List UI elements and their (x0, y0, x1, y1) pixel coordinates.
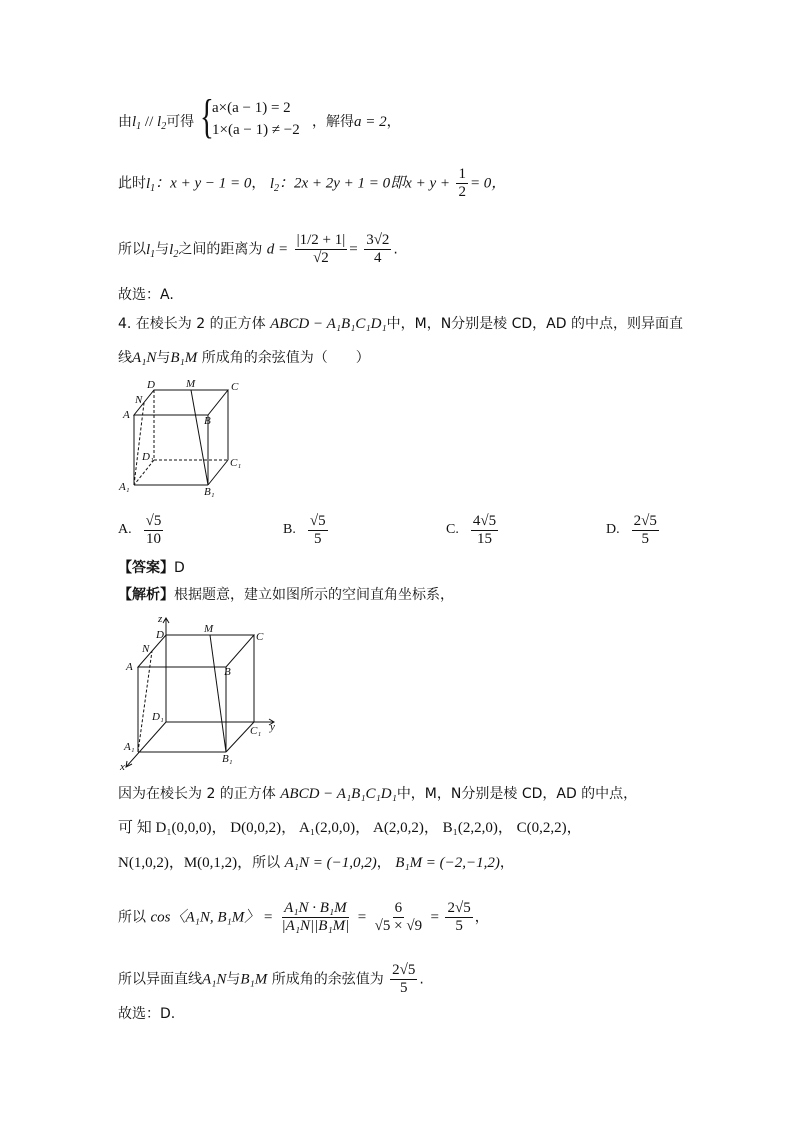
label-c: C (256, 631, 264, 643)
coords-nm: N(1,0,2)，M(0,1,2)， (118, 855, 253, 871)
cube-name: ABCD − A₁B₁C₁D₁ (270, 316, 387, 332)
text-suoyi: 所以 (118, 909, 146, 926)
l2-symbol: $l_2$ (169, 241, 179, 260)
period: . (419, 971, 424, 988)
q4-text: 线 (118, 350, 132, 366)
label-d: D (147, 379, 155, 391)
option-label: A. (118, 522, 132, 537)
para-text: 所以异面直线 (118, 971, 202, 988)
label-z: z (158, 613, 163, 625)
q4-text: 与 (156, 350, 171, 366)
option-label: B. (283, 522, 296, 537)
para-coordinates (118, 818, 582, 838)
q4-text: 中，M，N分别是棱 CD，AD 的中点，则异面直 (386, 316, 683, 332)
label-x: x (120, 761, 125, 772)
q4-text: 所成角的余弦值为（ ） (201, 350, 370, 366)
label-n: N (135, 394, 143, 406)
frac-num: 4√5 (472, 512, 497, 529)
system-brace: { (200, 90, 214, 143)
coordinate-cube-figure (114, 612, 284, 772)
result-a: a = 2 (354, 114, 387, 130)
option-value (144, 513, 164, 548)
comma: ， (499, 855, 514, 871)
q4-text: 4. 在棱长为 2 的正方体 (118, 316, 266, 332)
option-b[interactable] (283, 510, 330, 550)
frac-den: √2 (313, 250, 329, 266)
label-b1: B₁ (204, 486, 215, 498)
para-cosine (118, 900, 489, 935)
label-c: C (231, 381, 239, 393)
para-conclusion (118, 962, 424, 997)
frac-num: 2√5 (447, 900, 471, 916)
frac-den: 5 (455, 918, 463, 934)
text-jiede: ，解得 (312, 114, 354, 130)
para-cube (118, 784, 637, 804)
distance-fraction (295, 232, 348, 267)
frac-num: √5 (145, 512, 162, 529)
cosine-label: cos〈A₁N, B₁M〉 = (150, 909, 274, 926)
text-distance: 之间的距离为 (178, 241, 263, 258)
option-label: C. (446, 522, 459, 537)
frac-num: 2√5 (633, 512, 657, 529)
label-d: D (156, 629, 164, 641)
line-a1n: A₁N (132, 350, 157, 366)
equals: = (349, 241, 358, 258)
frac-den: 15 (476, 530, 492, 547)
analysis-tag: 【解析】 (118, 587, 174, 603)
frac-den: √5 × √9 (374, 918, 423, 934)
answer-tag: 【答案】 (118, 560, 174, 576)
label-b: B (204, 415, 211, 427)
solution-line-parallel: 由$l_1 // l_2$可得 (118, 114, 195, 132)
system-row-1: a×(a − 1) = 2 (212, 100, 291, 116)
segment-b1m (191, 390, 208, 485)
frac-den: 10 (145, 530, 161, 547)
frac-num: 6 (394, 900, 403, 916)
frac-den: 4 (374, 250, 382, 266)
distance-result (364, 232, 391, 267)
frac-den: 2 (458, 184, 466, 200)
label-b: B (224, 666, 231, 678)
distance-d: d = (266, 241, 289, 258)
label-a: A (123, 409, 130, 421)
edge-b1c1 (208, 460, 228, 485)
solution-line-lines (118, 166, 506, 201)
choose-a: 故选：A. (118, 287, 174, 303)
frac-num: 2√5 (392, 962, 416, 978)
frac-num: √5 (309, 512, 326, 529)
coordinates-text: 可 知 D₁(0,0,0)， D(0,0,2)， A₁(2,0,0)， A(2,0,2)， B₁(2,2,0)， C(0,2,2)， (118, 820, 582, 836)
label-c1: C₁ (250, 725, 262, 737)
vector-b1m: B₁M = (−2,−1,2) (395, 855, 500, 871)
frac-den: |A₁N||B₁M| (281, 918, 350, 934)
question-4-line-2 (118, 348, 370, 368)
equals: = (430, 909, 440, 926)
solution-line-distance (118, 232, 398, 267)
option-value (632, 513, 659, 548)
option-d[interactable] (606, 510, 661, 550)
frac-num: 1 (458, 166, 466, 182)
label-d1: D₁ (152, 711, 164, 723)
text-suoyi: 所以 (118, 241, 146, 258)
vector-a1n: A₁N = (−1,0,2) (284, 855, 377, 871)
frac-den: 5 (641, 530, 649, 547)
system-row-2: 1×(a − 1) ≠ −2 (212, 122, 300, 138)
comma: ， (251, 175, 266, 192)
choose-d: 故选：D. (118, 1006, 176, 1022)
text-cishi: 此时 (118, 175, 146, 192)
result-fraction (445, 900, 472, 935)
frac-den: 5 (313, 530, 322, 547)
cube-top-face (134, 390, 228, 415)
frac-num: |1/2 + 1| (296, 232, 346, 248)
line-a1n: A₁N (202, 971, 227, 988)
frac-den: 5 (400, 980, 408, 996)
cosine-fraction (280, 900, 352, 935)
label-a1: A₁ (124, 741, 135, 753)
value-fraction (373, 900, 424, 935)
comma: ， (386, 114, 401, 130)
text-kede: 可得 (166, 114, 195, 130)
label-d1: D₁ (142, 451, 154, 463)
text-yu: 与 (226, 971, 241, 988)
option-value (471, 513, 498, 548)
l1-symbol: $l_1$ (132, 114, 142, 132)
l1-equation: ：x + y − 1 = 0 (155, 175, 252, 192)
cube-figure (110, 378, 250, 498)
equals: = (357, 909, 367, 926)
option-c[interactable] (446, 510, 500, 550)
para-text: 所成角的余弦值为 (271, 971, 384, 988)
comma: ， (474, 909, 489, 926)
text-suoyi: 所以 (252, 855, 281, 871)
para-vectors (118, 853, 514, 873)
l1-symbol: $l_1$ (146, 175, 156, 194)
frac-num: A₁N · B₁M (284, 900, 347, 916)
cube-name: ABCD − A₁B₁C₁D₁ (280, 786, 397, 802)
analysis-text: 根据题意，建立如图所示的空间直角坐标系， (174, 587, 454, 603)
para-text: 中，M，N分别是棱 CD，AD 的中点， (396, 786, 638, 802)
label-y: y (270, 721, 275, 733)
answer-line (118, 558, 185, 578)
l2-equation: ：2x + 2y + 1 = 0即x + y + (278, 175, 450, 192)
l1-symbol: $l_1$ (146, 241, 156, 260)
l2-symbol: $l_2$ (157, 114, 167, 132)
label-b1: B₁ (222, 753, 233, 765)
question-4-line-1 (118, 314, 683, 334)
para-text: 因为在棱长为 2 的正方体 (118, 786, 276, 802)
segment-b1m (210, 635, 226, 752)
label-c1: C₁ (230, 457, 242, 469)
text-you: 由 (118, 114, 132, 130)
label-m: M (186, 378, 196, 390)
period: . (393, 241, 398, 258)
answer-value: D (174, 560, 185, 576)
frac-num: 3√2 (366, 232, 390, 248)
comma: ， (376, 855, 391, 871)
equation-tail: = 0， (469, 175, 507, 192)
analysis-line (118, 585, 454, 605)
solution-line-result (312, 112, 401, 132)
fraction-half (456, 166, 468, 201)
label-n: N (142, 643, 150, 655)
line-b1m: B₁M (240, 971, 268, 988)
option-value (308, 513, 328, 548)
final-fraction (390, 962, 417, 997)
option-a[interactable] (118, 510, 165, 550)
equation-system (200, 90, 330, 143)
segment-a1n (138, 651, 152, 752)
line-b1m: B₁M (170, 350, 198, 366)
option-label: D. (606, 522, 620, 537)
l2-symbol: $l_2$ (269, 175, 279, 194)
text-yu: 与 (155, 241, 170, 258)
label-m: M (204, 623, 214, 635)
label-a: A (126, 661, 133, 673)
label-a1: A₁ (119, 481, 130, 493)
